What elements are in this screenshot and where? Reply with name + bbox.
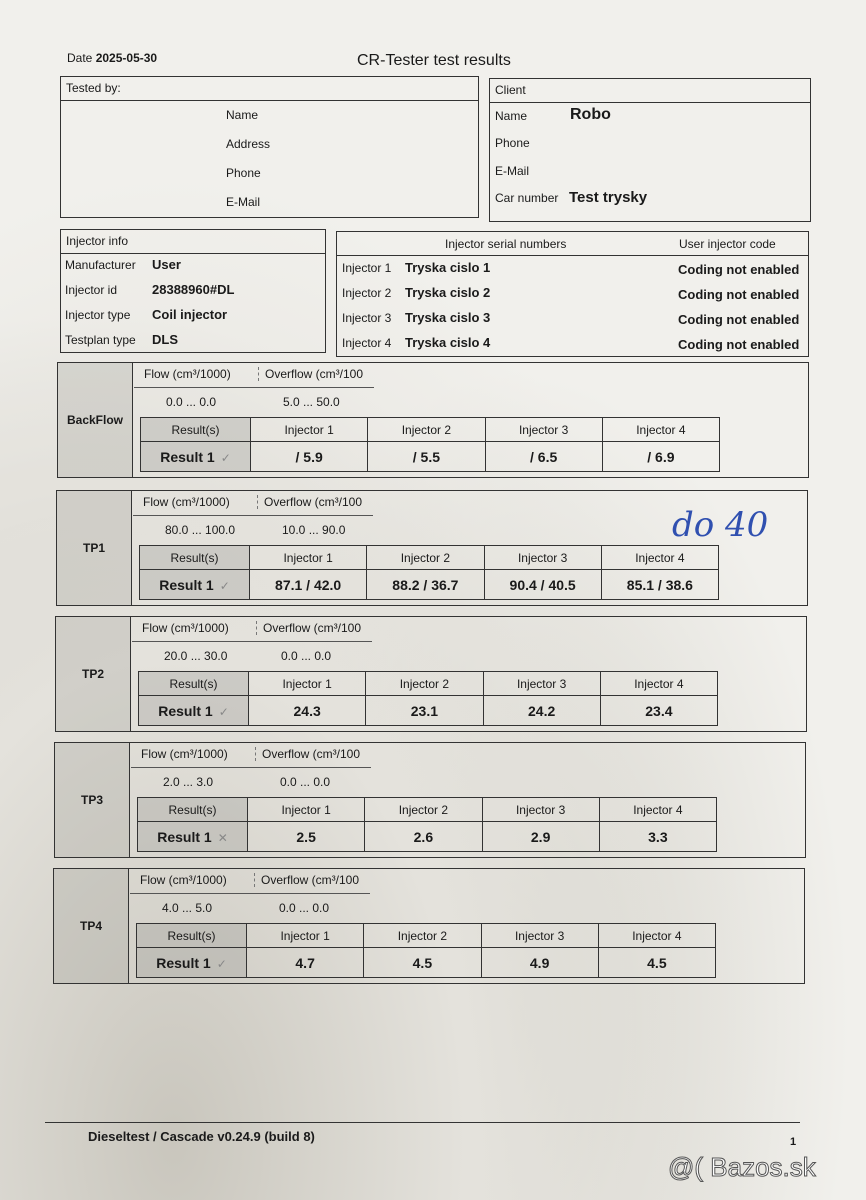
flow-label: Flow (cm³/1000) — [144, 367, 231, 381]
result-value: 2.5 — [248, 822, 365, 852]
result-value: / 5.9 — [251, 442, 368, 472]
result-value: / 6.5 — [485, 442, 602, 472]
result-label: Result 1 — [158, 702, 213, 719]
serial-value: Tryska cislo 2 — [405, 285, 491, 300]
table-row — [137, 948, 716, 978]
tested-by-box — [60, 76, 479, 218]
overflow-label: Overflow (cm³/100 — [254, 873, 359, 887]
injector-column-header: Injector 2 — [365, 798, 482, 822]
result-label-cell — [141, 442, 251, 472]
client-title: Client — [490, 79, 810, 103]
test-block-backflow — [57, 362, 809, 478]
results-header-row — [137, 924, 716, 948]
overflow-label: Overflow (cm³/100 — [256, 621, 361, 635]
result-label-cell — [140, 570, 250, 600]
status-icon: ✓ — [218, 704, 229, 719]
tested-by-email: E-Mail — [226, 195, 261, 209]
tested-by-title: Tested by: — [61, 77, 478, 101]
result-label-cell — [139, 696, 249, 726]
injector-column-header: Injector 4 — [600, 672, 717, 696]
overflow-label: Overflow (cm³/100 — [255, 747, 360, 761]
result-value: 87.1 / 42.0 — [250, 570, 367, 600]
results-header-row — [141, 418, 720, 442]
results-label: Result(s) — [137, 924, 247, 948]
injector-info-value: User — [152, 257, 181, 272]
result-label: Result 1 — [159, 576, 214, 593]
date-value: 2025-05-30 — [95, 51, 158, 65]
injector-column-header: Injector 2 — [367, 546, 484, 570]
status-icon: ✓ — [220, 450, 231, 465]
results-header-row — [139, 672, 718, 696]
flow-range: 80.0 ... 100.0 — [165, 523, 236, 537]
tested-by-name: Name — [226, 108, 259, 122]
result-value: 2.9 — [482, 822, 599, 852]
injector-info-value: DLS — [152, 332, 178, 347]
overflow-range: 0.0 ... 0.0 — [280, 775, 331, 789]
injector-column-header: Injector 3 — [483, 672, 600, 696]
table-row — [138, 822, 717, 852]
result-value: 85.1 / 38.6 — [601, 570, 718, 600]
status-icon: ✓ — [219, 578, 230, 593]
injector-column-header: Injector 1 — [248, 798, 365, 822]
status-icon: ✕ — [217, 830, 228, 845]
client-email-label: E-Mail — [495, 164, 530, 178]
overflow-label: Overflow (cm³/100 — [258, 367, 363, 381]
injector-column-header: Injector 1 — [251, 418, 368, 442]
serial-value: Tryska cislo 1 — [405, 260, 491, 275]
code-title: User injector code — [679, 237, 776, 251]
result-value: 4.5 — [598, 948, 715, 978]
test-block-tp3 — [54, 742, 806, 858]
injector-column-header: Injector 3 — [484, 546, 601, 570]
injector-code: Coding not enabled — [678, 262, 800, 277]
result-value: 3.3 — [599, 822, 716, 852]
serial-injector-label: Injector 4 — [342, 336, 392, 350]
serials-box — [336, 231, 809, 357]
overflow-range: 0.0 ... 0.0 — [281, 649, 332, 663]
flow-label: Flow (cm³/1000) — [143, 495, 230, 509]
table-row — [141, 442, 720, 472]
injector-column-header: Injector 1 — [249, 672, 366, 696]
overflow-range: 10.0 ... 90.0 — [282, 523, 346, 537]
test-block-tp4 — [53, 868, 805, 984]
serial-injector-label: Injector 2 — [342, 286, 392, 300]
injector-column-header: Injector 3 — [485, 418, 602, 442]
flow-range: 0.0 ... 0.0 — [166, 395, 217, 409]
result-value: 2.6 — [365, 822, 482, 852]
page-number: 1 — [790, 1136, 797, 1148]
tested-by-address: Address — [226, 137, 271, 151]
header-divider — [132, 641, 372, 642]
result-value: 23.1 — [366, 696, 483, 726]
injector-info-value: Coil injector — [152, 307, 228, 322]
results-table — [137, 797, 717, 852]
serial-value: Tryska cislo 3 — [405, 310, 491, 325]
injector-column-header: Injector 2 — [366, 672, 483, 696]
test-name: TP4 — [54, 869, 129, 983]
injector-info-title: Injector info — [61, 230, 325, 254]
result-value: 4.9 — [481, 948, 598, 978]
results-label: Result(s) — [140, 546, 250, 570]
flow-range: 20.0 ... 30.0 — [164, 649, 228, 663]
test-name: TP3 — [55, 743, 130, 857]
injector-info-label: Manufacturer — [65, 258, 136, 272]
date-label: Date — [67, 51, 93, 65]
flow-label: Flow (cm³/1000) — [142, 621, 229, 635]
injector-column-header: Injector 2 — [364, 924, 481, 948]
injector-info-label: Injector type — [65, 308, 131, 322]
test-name: TP1 — [57, 491, 132, 605]
injector-column-header: Injector 2 — [368, 418, 485, 442]
date — [67, 51, 157, 65]
injector-code: Coding not enabled — [678, 337, 800, 352]
client-car-label: Car number — [495, 191, 559, 205]
injector-info-label: Injector id — [65, 283, 118, 297]
header-divider — [134, 387, 374, 388]
result-value: 4.7 — [247, 948, 364, 978]
header-divider — [133, 515, 373, 516]
serial-injector-label: Injector 3 — [342, 311, 392, 325]
client-name-label: Name — [495, 109, 528, 123]
results-table — [138, 671, 718, 726]
page-title: CR-Tester test results — [357, 52, 511, 69]
overflow-label: Overflow (cm³/100 — [257, 495, 362, 509]
result-value: / 5.5 — [368, 442, 485, 472]
results-label: Result(s) — [138, 798, 248, 822]
watermark: @( Bazos.sk — [668, 1152, 816, 1182]
result-value: / 6.9 — [602, 442, 719, 472]
result-label: Result 1 — [156, 954, 211, 971]
header-divider — [130, 893, 370, 894]
client-phone-label: Phone — [495, 136, 530, 150]
results-label: Result(s) — [139, 672, 249, 696]
result-label: Result 1 — [157, 828, 212, 845]
result-value: 24.2 — [483, 696, 600, 726]
result-value: 24.3 — [249, 696, 366, 726]
flow-label: Flow (cm³/1000) — [140, 873, 227, 887]
injector-column-header: Injector 4 — [602, 418, 719, 442]
injector-code: Coding not enabled — [678, 312, 800, 327]
results-table — [136, 923, 716, 978]
results-table — [140, 417, 720, 472]
tested-by-phone: Phone — [226, 166, 261, 180]
table-row — [140, 570, 719, 600]
overflow-range: 5.0 ... 50.0 — [283, 395, 340, 409]
injector-column-header: Injector 3 — [482, 798, 599, 822]
serial-value: Tryska cislo 4 — [405, 335, 491, 350]
serial-injector-label: Injector 1 — [342, 261, 392, 275]
client-car: Test trysky — [569, 189, 648, 206]
flow-range: 4.0 ... 5.0 — [162, 901, 213, 915]
injector-info-box — [60, 229, 326, 353]
results-header-row — [140, 546, 719, 570]
serials-header — [337, 232, 808, 256]
handwritten-note: do 40 — [672, 505, 769, 545]
injector-column-header: Injector 4 — [599, 798, 716, 822]
results-label: Result(s) — [141, 418, 251, 442]
footer-software: Dieseltest / Cascade v0.24.9 (build 8) — [88, 1129, 315, 1144]
serials-title: Injector serial numbers — [445, 237, 567, 251]
result-label-cell — [138, 822, 248, 852]
injector-info-label: Testplan type — [65, 333, 136, 347]
injector-column-header: Injector 1 — [250, 546, 367, 570]
header-divider — [131, 767, 371, 768]
status-icon: ✓ — [216, 956, 227, 971]
test-name: TP2 — [56, 617, 131, 731]
result-value: 90.4 / 40.5 — [484, 570, 601, 600]
flow-label: Flow (cm³/1000) — [141, 747, 228, 761]
client-box — [489, 78, 811, 222]
test-block-tp2 — [55, 616, 807, 732]
injector-info-value: 28388960#DL — [152, 282, 235, 297]
injector-column-header: Injector 4 — [601, 546, 718, 570]
injector-code: Coding not enabled — [678, 287, 800, 302]
injector-column-header: Injector 3 — [481, 924, 598, 948]
overflow-range: 0.0 ... 0.0 — [279, 901, 330, 915]
footer-divider — [45, 1122, 800, 1123]
flow-range: 2.0 ... 3.0 — [163, 775, 214, 789]
result-value: 23.4 — [600, 696, 717, 726]
result-value: 4.5 — [364, 948, 481, 978]
results-table — [139, 545, 719, 600]
results-header-row — [138, 798, 717, 822]
result-value: 88.2 / 36.7 — [367, 570, 484, 600]
table-row — [139, 696, 718, 726]
result-label-cell — [137, 948, 247, 978]
result-label: Result 1 — [160, 448, 215, 465]
client-name: Robo — [570, 106, 611, 123]
test-name: BackFlow — [58, 363, 133, 477]
injector-column-header: Injector 4 — [598, 924, 715, 948]
injector-column-header: Injector 1 — [247, 924, 364, 948]
